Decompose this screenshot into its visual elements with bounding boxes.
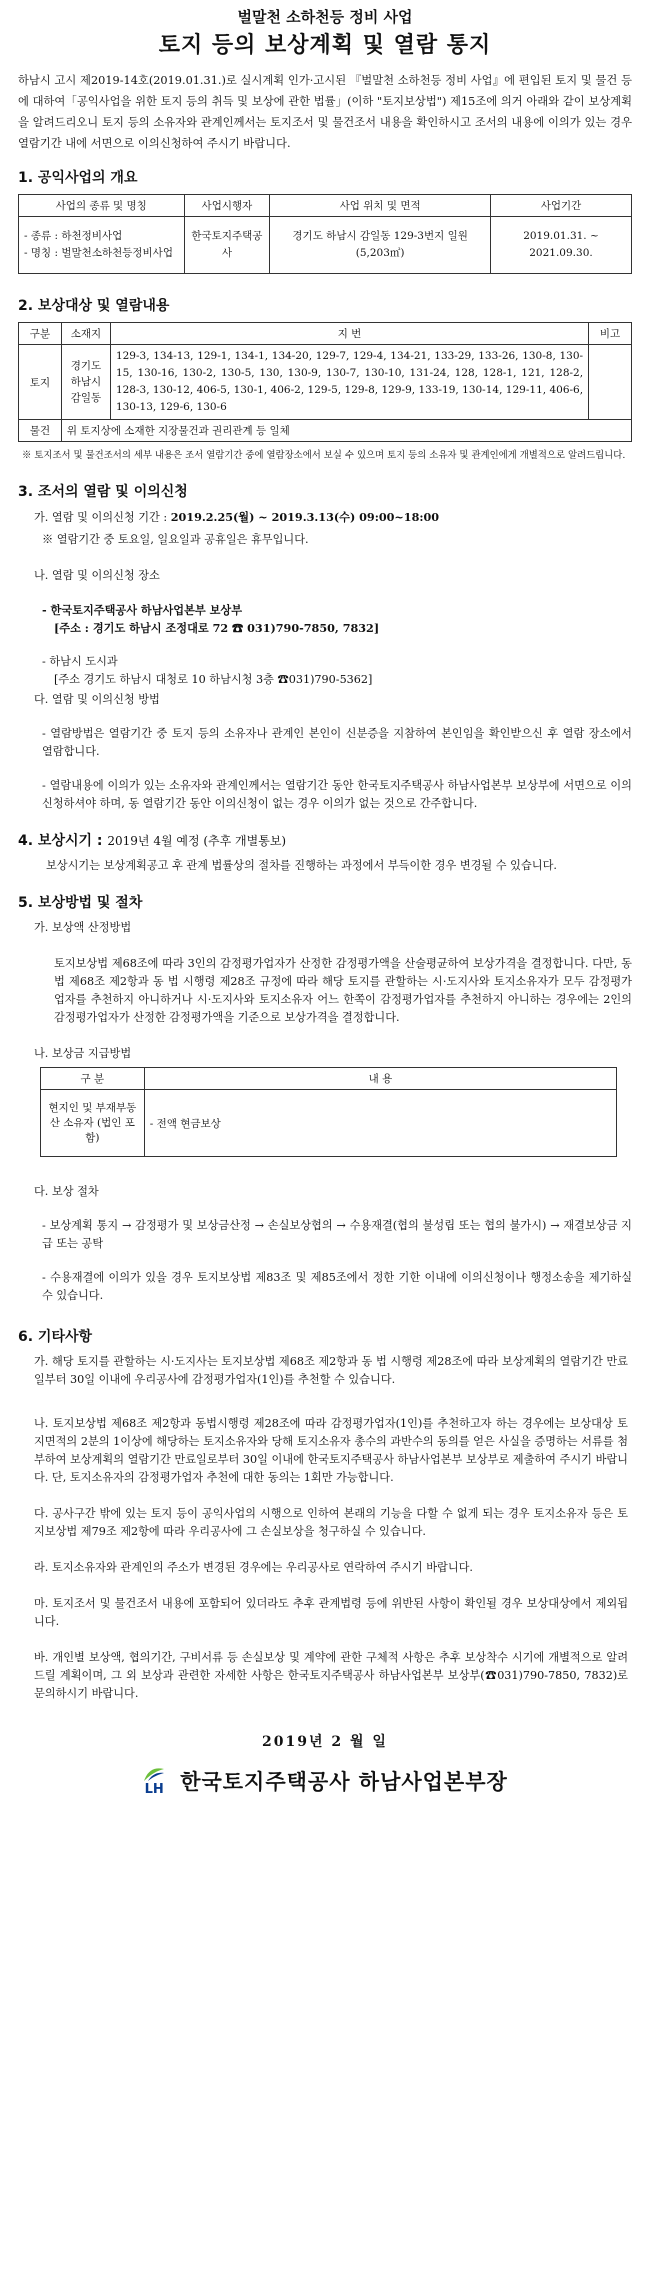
header-operator: 사업시행자 [184, 195, 270, 217]
procedure-steps: - 보상계획 통지 → 감정평가 및 보상금산정 → 손실보상협의 → 수용재결(협의 불성립 또는 협의 불가시) → 재결보상금 지급 또는 공탁 [42, 1219, 632, 1250]
intro-paragraph: 하남시 고시 제2019-14호(2019.01.31.)로 실시계획 인가·고시된 『벌말천 소하천등 정비 사업』에 편입된 토지 및 물건 등에 대하여「공익사업을 위한 토지 등의 취득 및 보상에 관한 법률」(이하 "토지보상법") 제15조에 의거 아래와 같이 보상계획을 알려드리오니 토지 등의 소유자와 관계인께서는 토지조서 및 물건조서 내용을 확인하시고 조서의 내용에 이의가 있는 경우 열람기간 내에 서면으로 이의신청하여 주시기 바랍니다. [18, 74, 632, 150]
inspection-period-note: ※ 열람기간 중 토요일, 일요일과 공휴일은 휴무입니다. [42, 533, 309, 546]
other-item-ga: 가. 해당 토지를 관할하는 시·도지사는 토지보상법 제68조 제2항과 동 법 시행령 제28조에 따라 보상계획의 열람기간 만료일부터 30일 이내에 우리공사에 감정평가업자(1인)를 추천할 수 있습니다. [34, 1355, 628, 1386]
payment-value: - 전액 현금보상 [144, 1090, 616, 1157]
table-row [19, 345, 632, 420]
payment-heading: 나. 보상금 지급방법 [34, 1047, 132, 1060]
land-label: 토지 [19, 345, 62, 420]
other-item-ba: 바. 개인별 보상액, 협의기간, 구비서류 등 손실보상 및 계약에 관한 구체적 사항은 추후 보상착수 시기에 개별적으로 알려드릴 계획이며, 그 외 보상과 관련한 자세한 사항은 한국토지주택공사 하남사업본부 보상부(☎031)790-7850, 7832)로 문의하시기 바랍니다. [34, 1651, 628, 1700]
valuation-heading: 가. 보상액 산정방법 [34, 921, 132, 934]
location-cell: 경기도 하남시 감일동 129-3번지 일원 (5,203㎡) [270, 217, 491, 274]
other-item-da: 다. 공사구간 밖에 있는 토지 등이 공익사업의 시행으로 인하여 본래의 기능을 다할 수 없게 되는 경우 토지소유자 등은 토지보상법 제79조 제2항에 따라 우리공사에 그 손실보상을 청구하실 수 있습니다. [34, 1507, 628, 1538]
inspection-method-heading: 다. 열람 및 이의신청 방법 [34, 693, 160, 706]
project-type: - 종류 : 하천정비사업 [24, 230, 123, 242]
procedure-objection: - 수용재결에 이의가 있을 경우 토지보상법 제83조 및 제85조에서 정한 기한 이내에 이의신청이나 행정소송을 제기하실 수 있습니다. [42, 1271, 632, 1302]
table-header-row [41, 1068, 617, 1090]
inspection-place-heading: 나. 열람 및 이의신청 장소 [34, 569, 160, 582]
compensation-timing-text: 보상시기는 보상계획공고 후 관계 법률상의 절차를 진행하는 과정에서 부득이한 경우 변경될 수 있습니다. [46, 859, 557, 872]
place-lh-name: - 한국토지주택공사 하남사업본부 보상부 [42, 603, 243, 617]
header-payment-content: 내 용 [144, 1068, 616, 1090]
compensation-timing: 2019년 4월 예정 (추후 개별통보) [107, 834, 287, 848]
table-header-row [19, 195, 632, 217]
land-location: 경기도 하남시 감일동 [61, 345, 110, 420]
goods-text: 위 토지상에 소재한 지장물건과 권리관계 등 일체 [61, 420, 631, 442]
issuer-name: 한국토지주택공사 하남사업본부장 [180, 1770, 508, 1794]
payment-method-table [40, 1067, 617, 1157]
header-remarks: 비고 [589, 323, 632, 345]
valuation-text: 토지보상법 제68조에 따라 3인의 감정평가업자가 산정한 감정평가액을 산술평균하여 보상가격을 결정합니다. 다만, 동 법 제68조 제2항과 동 법 시행령 제28조 규정에 따라 해당 토지를 관할하는 시·도지사와 토지소유자가 모두 감정평가업자를 추천하지 아니하거나 시·도지사와 토지소유자 어느 한쪽이 감정평가업자를 추천하지 아니하는 경우에는 2인의 감정평가업자가 산정한 감정평가액을 기준으로 보상가격을 결정합니다. [54, 957, 632, 1024]
notice-title: 토지 등의 보상계획 및 열람 통지 [158, 32, 492, 58]
place-city-address: [주소 경기도 하남시 대청로 10 하남시청 3층 ☎031)790-5362] [54, 673, 373, 686]
header-project-type: 사업의 종류 및 명칭 [19, 195, 185, 217]
place-city-name: - 하남시 도시과 [42, 655, 118, 668]
project-type-cell [19, 217, 185, 274]
place-lh-address: [주소 : 경기도 하남시 조정대로 72 ☎ 031)790-7850, 7832] [54, 621, 380, 635]
section-5-title: 5. 보상방법 및 절차 [18, 895, 143, 911]
other-item-na: 나. 토지보상법 제68조 제2항과 동법시행령 제28조에 따라 감정평가업자(1인)를 추천하고자 하는 경우에는 보상대상 토지면적의 2분의 1이상에 해당하는 토지소유자와 당해 토지소유자 총수의 과반수의 동의를 얻은 사실을 증명하는 서류를 첨부하여 보상계획의 열람기간 만료일로부터 30일 이내에 한국토지주택공사 하남사업본부 보상부로 제출하여 주시기 바랍니다. 단, 토지소유자의 감정평가업자 추천에 대한 동의는 1회만 가능합니다. [34, 1417, 628, 1484]
section-4-label: 4. 보상시기 : [18, 833, 108, 849]
section-6-title: 6. 기타사항 [18, 1329, 93, 1345]
table-header-row [19, 323, 632, 345]
header-period: 사업기간 [490, 195, 631, 217]
other-item-ma: 마. 토지조서 및 물건조서 내용에 포함되어 있더라도 추후 관계법령 등에 위반된 사항이 확인될 경우 보상대상에서 제외됩니다. [34, 1597, 628, 1628]
project-name: - 명칭 : 벌말천소하천등정비사업 [24, 247, 173, 259]
inspection-period-label: 가. 열람 및 이의신청 기간 : [34, 511, 171, 524]
header-category: 구분 [19, 323, 62, 345]
table-row [19, 217, 632, 274]
section-2-note: ※ 토지조서 및 물건조서의 세부 내용은 조서 열람기간 중에 열람장소에서 보실 수 있으며 토지 등의 소유자 및 관계인에게 개별적으로 알려드립니다. [22, 450, 626, 461]
inspection-method-2: - 열람내용에 이의가 있는 소유자와 관계인께서는 열람기간 동안 한국토지주택공사 하남사업본부 보상부에 서면으로 이의신청하셔야 하며, 동 열람기간 동안 이의신청이 없는 경우 이의가 없는 것으로 간주합니다. [42, 779, 632, 810]
notice-date: 2019년 2 월 일 [262, 1734, 388, 1750]
procedure-heading: 다. 보상 절차 [34, 1185, 99, 1198]
header-payment-category: 구 분 [41, 1068, 145, 1090]
other-item-ra: 라. 토지소유자와 관계인의 주소가 변경된 경우에는 우리공사로 연락하여 주시기 바랍니다. [34, 1561, 473, 1574]
inspection-period [34, 508, 632, 527]
project-overview-table [18, 194, 632, 274]
header-location: 사업 위치 및 면적 [270, 195, 491, 217]
table-row [19, 420, 632, 442]
section-1-title: 1. 공익사업의 개요 [18, 170, 138, 186]
lh-logo [142, 1765, 166, 1797]
lh-logo-text: LH [144, 1782, 164, 1797]
notice-subtitle: 벌말천 소하천등 정비 사업 [237, 8, 413, 26]
table-row [41, 1090, 617, 1157]
goods-label: 물건 [19, 420, 62, 442]
section-3-title: 3. 조서의 열람 및 이의신청 [18, 484, 188, 500]
land-remarks [589, 345, 632, 420]
footer [18, 1765, 632, 1797]
inspection-period-value: 2019.2.25(월) ~ 2019.3.13(수) 09:00~18:00 [170, 510, 440, 524]
inspection-method-1: - 열람방법은 열람기간 중 토지 등의 소유자나 관계인 본인이 신분증을 지참하여 본인임을 확인받으신 후 열람 장소에서 열람합니다. [42, 727, 632, 758]
section-4-title [18, 831, 632, 851]
compensation-target-table [18, 322, 632, 442]
payment-target: 현지인 및 부재부동산 소유자 (법인 포함) [41, 1090, 145, 1157]
operator-cell: 한국토지주택공사 [184, 217, 270, 274]
period-cell: 2019.01.31. ~ 2021.09.30. [490, 217, 631, 274]
header-address: 소재지 [61, 323, 110, 345]
lh-logo-icon [142, 1765, 166, 1783]
header-lot-numbers: 지 번 [110, 323, 588, 345]
land-lot-numbers: 129-3, 134-13, 129-1, 134-1, 134-20, 129-7, 129-4, 134-21, 133-29, 133-26, 130-8, 130-15, 130-16, 130-2, 130-5, 130, 130-9, 130-7, 130-10, 131-24, 128, 128-1, 121, 128-2, 128-3, 130-12, 406-5, 130-1, 406-2, 129-5, 129-8, 129-9, 133-19, 130-14, 129-11, 406-6, 130-13, 129-6, 130-6 [110, 345, 588, 420]
section-2-title: 2. 보상대상 및 열람내용 [18, 298, 170, 314]
